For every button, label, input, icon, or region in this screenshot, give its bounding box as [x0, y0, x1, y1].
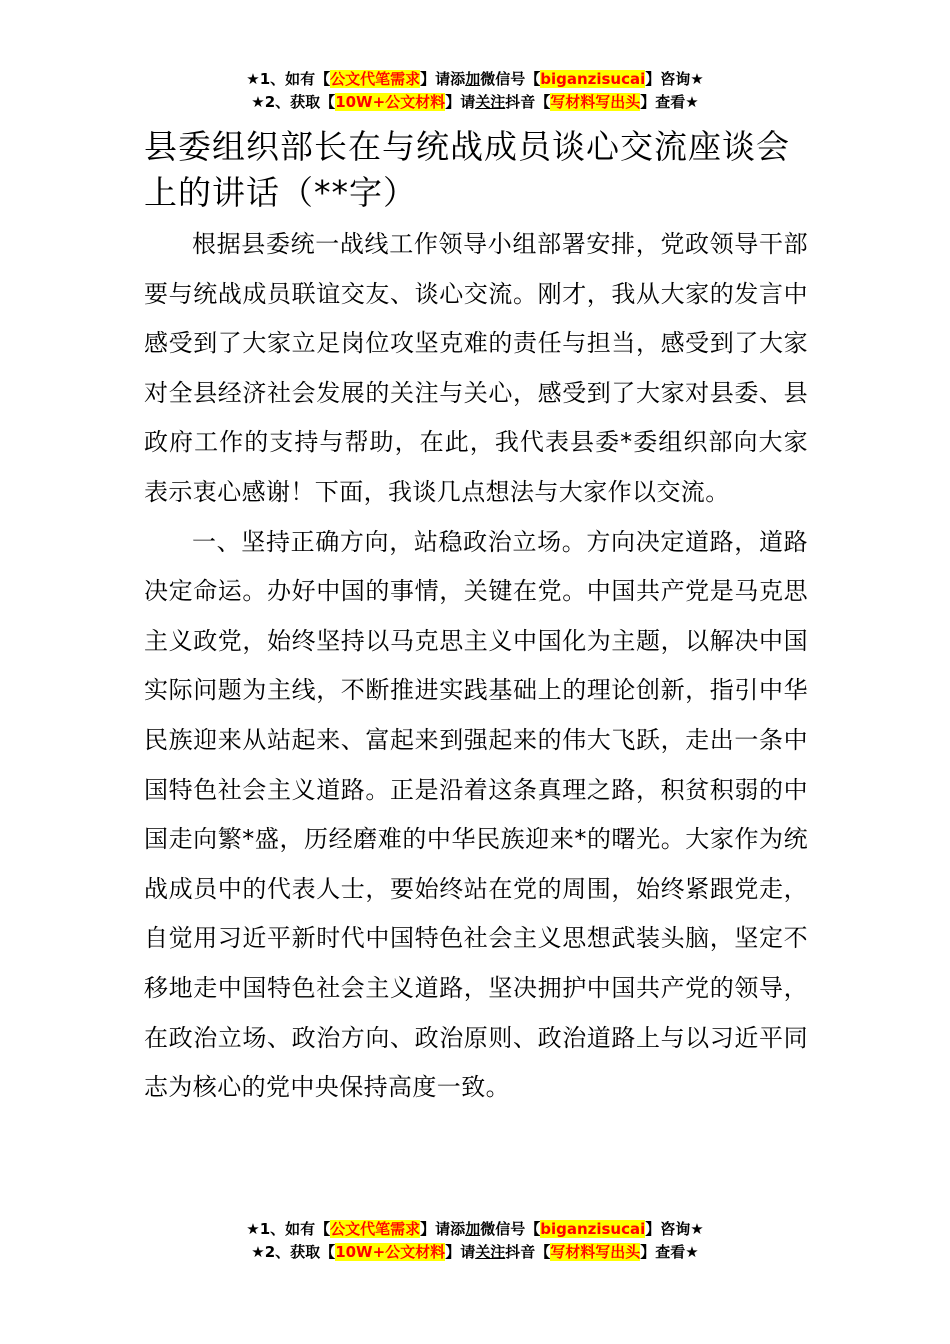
- promo-text: 微信号【: [480, 1220, 541, 1238]
- promo-text: 】请添: [420, 70, 466, 88]
- promo-highlight: 公文代笔需求: [330, 1220, 421, 1238]
- promo-text: ★2、获取【: [251, 93, 336, 111]
- promo-text: 】请: [445, 93, 476, 111]
- promo-underlined-text: 关注: [475, 93, 506, 111]
- promo-highlight: 10W+公文材料: [335, 93, 446, 111]
- promo-underlined-text: 关注: [475, 1243, 506, 1261]
- promo-line-1: [0, 68, 950, 91]
- promo-text: 】咨询★: [645, 1220, 704, 1238]
- promo-line-2: [0, 1241, 950, 1264]
- document-title: 县委组织部长在与统战成员谈心交流座谈会上的讲话（**字）: [144, 127, 790, 212]
- promo-text: ★2、获取【: [251, 1243, 336, 1261]
- promo-text: 】请添: [420, 1220, 466, 1238]
- promo-highlight: 写材料写出头: [550, 1243, 641, 1261]
- promo-underlined-text: 加: [465, 1220, 481, 1238]
- promo-line-2: [0, 91, 950, 114]
- promo-highlight: biganzisucai: [540, 1220, 646, 1238]
- promo-text: ★1、如有【: [246, 70, 331, 88]
- promo-banner-top: [0, 68, 950, 114]
- promo-line-1: [0, 1218, 950, 1241]
- promo-text: 】请: [445, 1243, 476, 1261]
- document-body: [144, 220, 808, 1113]
- promo-text: 】查看★: [640, 1243, 699, 1261]
- paragraph-intro: 根据县委统一战线工作领导小组部署安排，党政领导干部要与统战成员联谊交友、谈心交流。刚才，我从大家的发言中感受到了大家立足岗位攻坚克难的责任与担当，感受到了大家对全县经济社会发展的关注与关心，感受到了大家对县委、县政府工作的支持与帮助，在此，我代表县委*委组织部向大家表示衷心感谢！下面，我谈几点想法与大家作以交流。: [144, 230, 808, 506]
- promo-highlight: 10W+公文材料: [335, 1243, 446, 1261]
- promo-text: 】查看★: [640, 93, 699, 111]
- promo-text: ★1、如有【: [246, 1220, 331, 1238]
- promo-banner-bottom: [0, 1218, 950, 1264]
- paragraph-section-1: 一、坚持正确方向，站稳政治立场。方向决定道路，道路决定命运。办好中国的事情，关键在党。中国共产党是马克思主义政党，始终坚持以马克思主义中国化为主题，以解决中国实际问题为主线，不断推进实践基础上的理论创新，指引中华民族迎来从站起来、富起来到强起来的伟大飞跃，走出一条中国特色社会主义道路。正是沿着这条真理之路，积贫积弱的中国走向繁*盛，历经磨难的中华民族迎来*的曙光。大家作为统战成员中的代表人士，要始终站在党的周围，始终紧跟党走，自觉用习近平新时代中国特色社会主义思想武装头脑，坚定不移地走中国特色社会主义道路，坚决拥护中国共产党的领导，在政治立场、政治方向、政治原则、政治道路上与以习近平同志为核心的党中央保持高度一致。: [144, 527, 808, 1102]
- promo-underlined-text: 加: [465, 70, 481, 88]
- promo-text: 微信号【: [480, 70, 541, 88]
- promo-text: 抖音【: [505, 93, 551, 111]
- promo-highlight: biganzisucai: [540, 70, 646, 88]
- promo-highlight: 公文代笔需求: [330, 70, 421, 88]
- promo-text: 】咨询★: [645, 70, 704, 88]
- promo-highlight: 写材料写出头: [550, 93, 641, 111]
- promo-text: 抖音【: [505, 1243, 551, 1261]
